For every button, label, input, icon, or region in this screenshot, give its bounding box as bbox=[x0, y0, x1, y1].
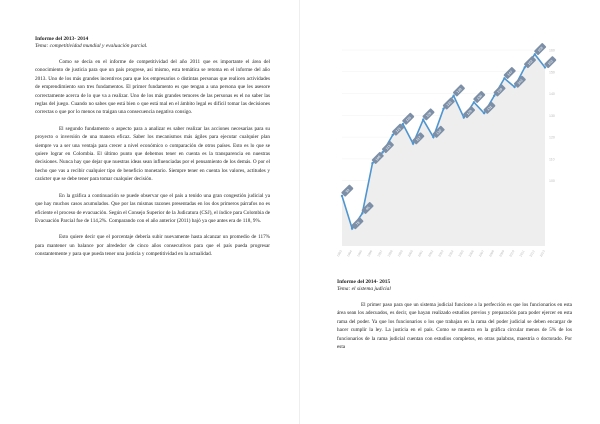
report-heading-2014: Informe del 2014- 2015 bbox=[337, 279, 391, 285]
data-point bbox=[473, 101, 475, 103]
data-point bbox=[412, 142, 414, 144]
x-tick-label: 2007 bbox=[477, 249, 485, 258]
x-tick-label: 2009 bbox=[498, 249, 506, 258]
data-label-text: 133 bbox=[445, 100, 453, 108]
paragraph: Como se decía en el informe de competitividad del año 2011 que es importante el área del conocimiento de justicia para que un país progrese, así mismo, esta temática se retoma en el informe del año 2013. Uno de los más grandes incentivos para que los empresarios o distintas personas que realicen actividades de emprendimiento son tres fundamentos. El primer fundamento es que tengan a una persona que les asesore correctamente acerca de lo que va a realizar. Uno de los más grandes temores de las personas es el no saber las reglas del juego. Cuando no sabes que está bien o que está mal en el ámbito legal es difícil tomar las decisiones correctas o que por lo menos no traigan una consecuencia negativa consigo. bbox=[35, 59, 270, 116]
data-point bbox=[483, 112, 485, 114]
data-point bbox=[534, 53, 536, 55]
data-label-text: 139 bbox=[455, 87, 463, 95]
data-point bbox=[341, 195, 343, 197]
x-tick-label: 1994 bbox=[346, 249, 354, 258]
x-tick-label: 2003 bbox=[437, 249, 445, 258]
data-label-text: 113 bbox=[384, 144, 392, 151]
report-subheading-2014: Tema: el sistema judicial bbox=[337, 286, 391, 292]
x-tick-label: 2001 bbox=[417, 249, 425, 258]
paragraph: Esto quiere decir que el porcentaje debería subir nuevamente hasta alcanzar un promedio de 117% para mantener un balance por alrededor de cinco años consecutivos para que el país pueda progresar constantemente y para que pueda tener una justicia y competitividad en la actualidad. bbox=[35, 234, 270, 258]
x-tick-label: 1993 bbox=[335, 249, 343, 258]
data-point bbox=[432, 136, 434, 138]
data-point bbox=[544, 66, 546, 68]
y-tick-label: 120 bbox=[549, 135, 555, 140]
page-gutter bbox=[299, 0, 300, 424]
data-label-text: 152 bbox=[526, 58, 534, 66]
data-point bbox=[503, 77, 505, 79]
data-label-text: 147 bbox=[506, 69, 514, 77]
data-label bbox=[453, 84, 466, 97]
data-point bbox=[513, 86, 515, 88]
congestion-line-chart bbox=[335, 40, 573, 272]
y-tick-label: 160 bbox=[549, 48, 555, 53]
x-tick-label: 2006 bbox=[467, 249, 475, 258]
data-label bbox=[402, 112, 415, 125]
x-tick-label: 1998 bbox=[386, 249, 394, 258]
data-point bbox=[524, 66, 526, 68]
y-tick-label: 100 bbox=[549, 179, 555, 184]
x-tick-label: 2013 bbox=[538, 249, 546, 258]
data-label-text: 152 bbox=[547, 58, 555, 66]
report-heading-2013: Informe del 2013- 2014 bbox=[35, 36, 89, 42]
left-column bbox=[35, 36, 270, 267]
y-tick-label: 140 bbox=[549, 92, 555, 97]
data-label-text: 93 bbox=[344, 188, 351, 194]
y-tick-label: 150 bbox=[549, 70, 555, 75]
data-label-text: 78 bbox=[354, 220, 361, 227]
data-point bbox=[392, 134, 394, 136]
data-point bbox=[442, 108, 444, 110]
x-tick-label: 2005 bbox=[457, 249, 465, 258]
data-point bbox=[493, 95, 495, 97]
paragraph: El primer paso para que un sistema judicial funcione a la perfección es que los funcionarios en esta área sean los adecuados, es decir, que hayan realizado estudios previos y preparación para poder ejercer en esta rama del poder. Ya que los funcionarios o los que trabajan en la rama del poder judicial se deben encargar de hacer cumplir la ley. La justicia en el país. Como se muestra en la gráfica circular menos de 5% de los funcionarios de la rama judicial cuentan con estudios completos, en otras palabras, maestría o doctorado. Por esta bbox=[337, 302, 572, 351]
data-point bbox=[402, 123, 404, 125]
x-tick-label: 1996 bbox=[366, 249, 374, 258]
paragraph: En la gráfica a continuación se puede observar que el país a tenido una gran congestión judicial ya que hay muchos casos acumulados. Que por las mismas razones presentadas en los dos primeros párrafos no es eficiente el proceso de evacuación. Según el Consejo Superior de la Judicatura (CSJ), el índice para Colombia de Evacuación Parcial fue de 114,2%. Comparando con el año anterior (2011) bajó ya que antes era de 118, 9%. bbox=[35, 192, 270, 224]
data-label-text: 131 bbox=[486, 104, 494, 112]
data-label-text: 117 bbox=[415, 135, 422, 142]
right-column bbox=[337, 279, 572, 359]
data-point bbox=[422, 118, 424, 120]
y-tick-label: 130 bbox=[549, 113, 555, 118]
data-label-text: 85 bbox=[365, 205, 371, 212]
x-tick-label: 1999 bbox=[396, 249, 404, 258]
y-tick-label: 110 bbox=[549, 157, 555, 162]
data-label-text: 158 bbox=[537, 45, 544, 53]
x-tick-label: 2000 bbox=[406, 249, 414, 258]
data-label-text: 120 bbox=[435, 128, 443, 136]
x-tick-label: 2012 bbox=[528, 249, 536, 258]
paragraph: El segundo fundamento o aspecto para a analizar es saber realizar las acciones necesarias para su proyecto o inversión de una manera eficaz. Saber los mecanismos más ágiles para ejecutar cualquier plan siempre va a ser una ventaja para crecer a nivel económico o comparación de otros países. Esto es lo que se quiere lograr en Colombia. El último punto que debemos tener en cuenta es la transparencia en nuestras decisiones. Nunca hay que dejar que nuestras ideas sean influenciadas por el pensamiento de los demás. O por el hecho que vas a recibir cualquier tipo de beneficio monetario. Siempre tener en cuenta los valores, actitudes y carácter que se debe tener para tomar cualquier decisión. bbox=[35, 125, 270, 183]
data-point bbox=[463, 116, 465, 118]
data-label-text: 143 bbox=[516, 78, 524, 86]
data-point bbox=[452, 95, 454, 97]
data-point bbox=[371, 162, 373, 164]
data-label-text: 139 bbox=[496, 87, 504, 95]
data-label bbox=[534, 43, 547, 56]
data-label-text: 129 bbox=[465, 109, 473, 116]
x-tick-label: 2011 bbox=[518, 249, 526, 258]
x-tick-label: 1997 bbox=[376, 249, 384, 258]
data-label-text: 128 bbox=[425, 111, 433, 119]
data-label-text: 126 bbox=[405, 115, 412, 123]
data-label-text: 108 bbox=[374, 154, 382, 162]
data-point bbox=[351, 227, 353, 229]
x-tick-label: 2008 bbox=[488, 249, 496, 258]
data-point bbox=[361, 212, 363, 214]
data-point bbox=[381, 151, 383, 153]
report-subheading-2013: Tema: competitividad mundial y evaluación parcial. bbox=[35, 43, 148, 49]
x-tick-label: 2010 bbox=[508, 249, 516, 258]
x-tick-label: 2002 bbox=[427, 249, 435, 258]
data-label-text: 136 bbox=[476, 93, 483, 101]
x-tick-label: 1995 bbox=[356, 249, 364, 258]
x-tick-label: 2004 bbox=[447, 249, 455, 258]
data-label-text: 121 bbox=[394, 126, 402, 134]
data-label bbox=[503, 67, 516, 80]
